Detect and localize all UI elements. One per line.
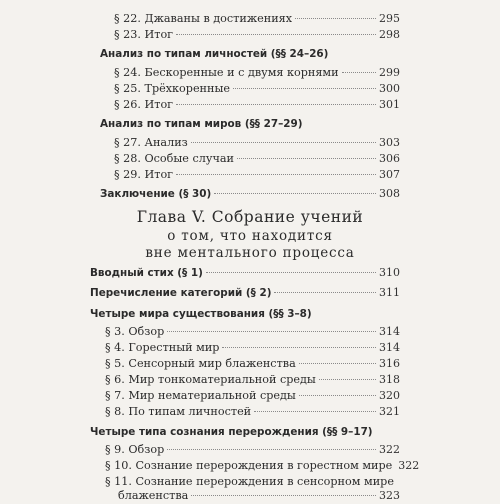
- chapter-title-line2: о том, что находится: [167, 228, 333, 244]
- leader-dots: [254, 410, 376, 412]
- toc-entry-page: 295: [379, 12, 400, 25]
- toc-entry-page: 311: [379, 286, 400, 299]
- leader-dots: [176, 33, 376, 35]
- toc-entry-label: § 5. Сенсорный мир блаженства: [105, 357, 296, 370]
- toc-entry-label: § 24. Бескоренные и с двумя корнями: [114, 66, 339, 79]
- toc-entry-page: 318: [379, 373, 400, 386]
- toc-entry-label: § 4. Горестный мир: [105, 341, 220, 354]
- leader-dots: [191, 141, 376, 143]
- toc-entry-page: 316: [379, 357, 400, 370]
- toc-section-heading: [90, 306, 400, 322]
- leader-dots: [167, 330, 376, 332]
- toc-entry-page: 322: [398, 459, 420, 472]
- toc-entry-label: § 26. Итог: [114, 98, 174, 111]
- toc-entry-page: 308: [379, 187, 400, 200]
- toc-entry-page: 310: [379, 266, 400, 279]
- toc-entry: [114, 65, 400, 81]
- leader-dots: [319, 378, 376, 380]
- leader-dots: [176, 103, 376, 105]
- toc-section-heading: [90, 285, 400, 301]
- toc-entry: [114, 151, 400, 167]
- toc-entry: [105, 388, 400, 404]
- leader-dots: [233, 87, 376, 89]
- toc-entry-label: § 7. Мир нематериальной среды: [105, 389, 296, 402]
- toc-entry: [105, 458, 420, 474]
- toc-entry: [114, 167, 400, 183]
- leader-dots: [299, 394, 376, 396]
- toc-section-heading: [100, 116, 400, 132]
- toc-entry-label: § 9. Обзор: [105, 443, 165, 456]
- toc-entry-page: 323: [379, 489, 400, 502]
- toc-entry: [114, 27, 400, 43]
- chapter-title-line1: Глава V. Собрание учений: [136, 208, 364, 226]
- toc-entry-continuation: [118, 488, 400, 504]
- toc-entry: [105, 442, 400, 458]
- toc-section-heading: [90, 424, 400, 440]
- toc-entry: [114, 135, 400, 151]
- leader-dots: [206, 271, 376, 273]
- leader-dots: [295, 17, 376, 19]
- toc-section-heading: [100, 186, 400, 202]
- toc-entry-page: 303: [379, 136, 400, 149]
- leader-dots: [176, 173, 376, 175]
- toc-entry-label: § 8. По типам личностей: [105, 405, 252, 418]
- toc-section-heading: [100, 46, 400, 62]
- chapter-title-line3: вне ментального процесса: [145, 245, 355, 261]
- toc-entry-page: 300: [379, 82, 400, 95]
- toc-entry-label: § 28. Особые случаи: [114, 152, 234, 165]
- toc-entry-label: § 23. Итог: [114, 28, 174, 41]
- toc-entry-label: § 22. Джаваны в достижениях: [114, 12, 293, 25]
- toc-entry-page: 298: [379, 28, 400, 41]
- leader-dots: [342, 71, 376, 73]
- toc-section-label: Заключение (§ 30): [100, 188, 212, 200]
- toc-entry: [105, 340, 400, 356]
- toc-entry: [105, 356, 400, 372]
- toc-entry: [114, 81, 400, 97]
- toc-entry-page: 322: [379, 443, 400, 456]
- toc-entry-page: 299: [379, 66, 400, 79]
- toc-entry-page: 314: [379, 341, 400, 354]
- toc-entry: [114, 11, 400, 27]
- toc-section-label: Четыре мира существования (§§ 3–8): [90, 308, 312, 320]
- toc-section-label: Четыре типа сознания перерождения (§§ 9–17): [90, 426, 373, 438]
- leader-dots: [299, 362, 376, 364]
- toc-entry: [105, 324, 400, 340]
- toc-section-label: Анализ по типам личностей (§§ 24–26): [100, 48, 329, 60]
- toc-section-label: Анализ по типам миров (§§ 27–29): [100, 118, 303, 130]
- toc-entry-page: 314: [379, 325, 400, 338]
- leader-dots: [237, 157, 376, 159]
- leader-dots: [191, 494, 376, 496]
- toc-entry-page: 307: [379, 168, 400, 181]
- toc-entry: [105, 404, 400, 420]
- toc-entry-label: блаженства: [118, 489, 189, 502]
- toc-entry-label: § 29. Итог: [114, 168, 174, 181]
- toc-entry-label: § 10. Сознание перерождения в горестном мире: [105, 459, 393, 472]
- toc-entry-page: 321: [379, 405, 400, 418]
- toc-section-label: Вводный стих (§ 1): [90, 267, 203, 279]
- toc-entry-page: 301: [379, 98, 400, 111]
- toc-section-label: Перечисление категорий (§ 2): [90, 287, 272, 299]
- toc-entry-label: § 25. Трёхкоренные: [114, 82, 230, 95]
- toc-entry-page: 320: [379, 389, 400, 402]
- toc-entry-label: § 27. Анализ: [114, 136, 188, 149]
- toc-entry-label: § 11. Сознание перерождения в сенсорном мире: [105, 475, 394, 488]
- toc-entry: [105, 372, 400, 388]
- toc-entry: [114, 97, 400, 113]
- leader-dots: [214, 192, 376, 194]
- leader-dots: [167, 448, 376, 450]
- toc-entry-label: § 6. Мир тонкоматериальной среды: [105, 373, 316, 386]
- toc-entry-page: 306: [379, 152, 400, 165]
- toc-entry-label: § 3. Обзор: [105, 325, 165, 338]
- leader-dots: [274, 291, 376, 293]
- toc-section-heading: [90, 265, 400, 281]
- leader-dots: [222, 346, 376, 348]
